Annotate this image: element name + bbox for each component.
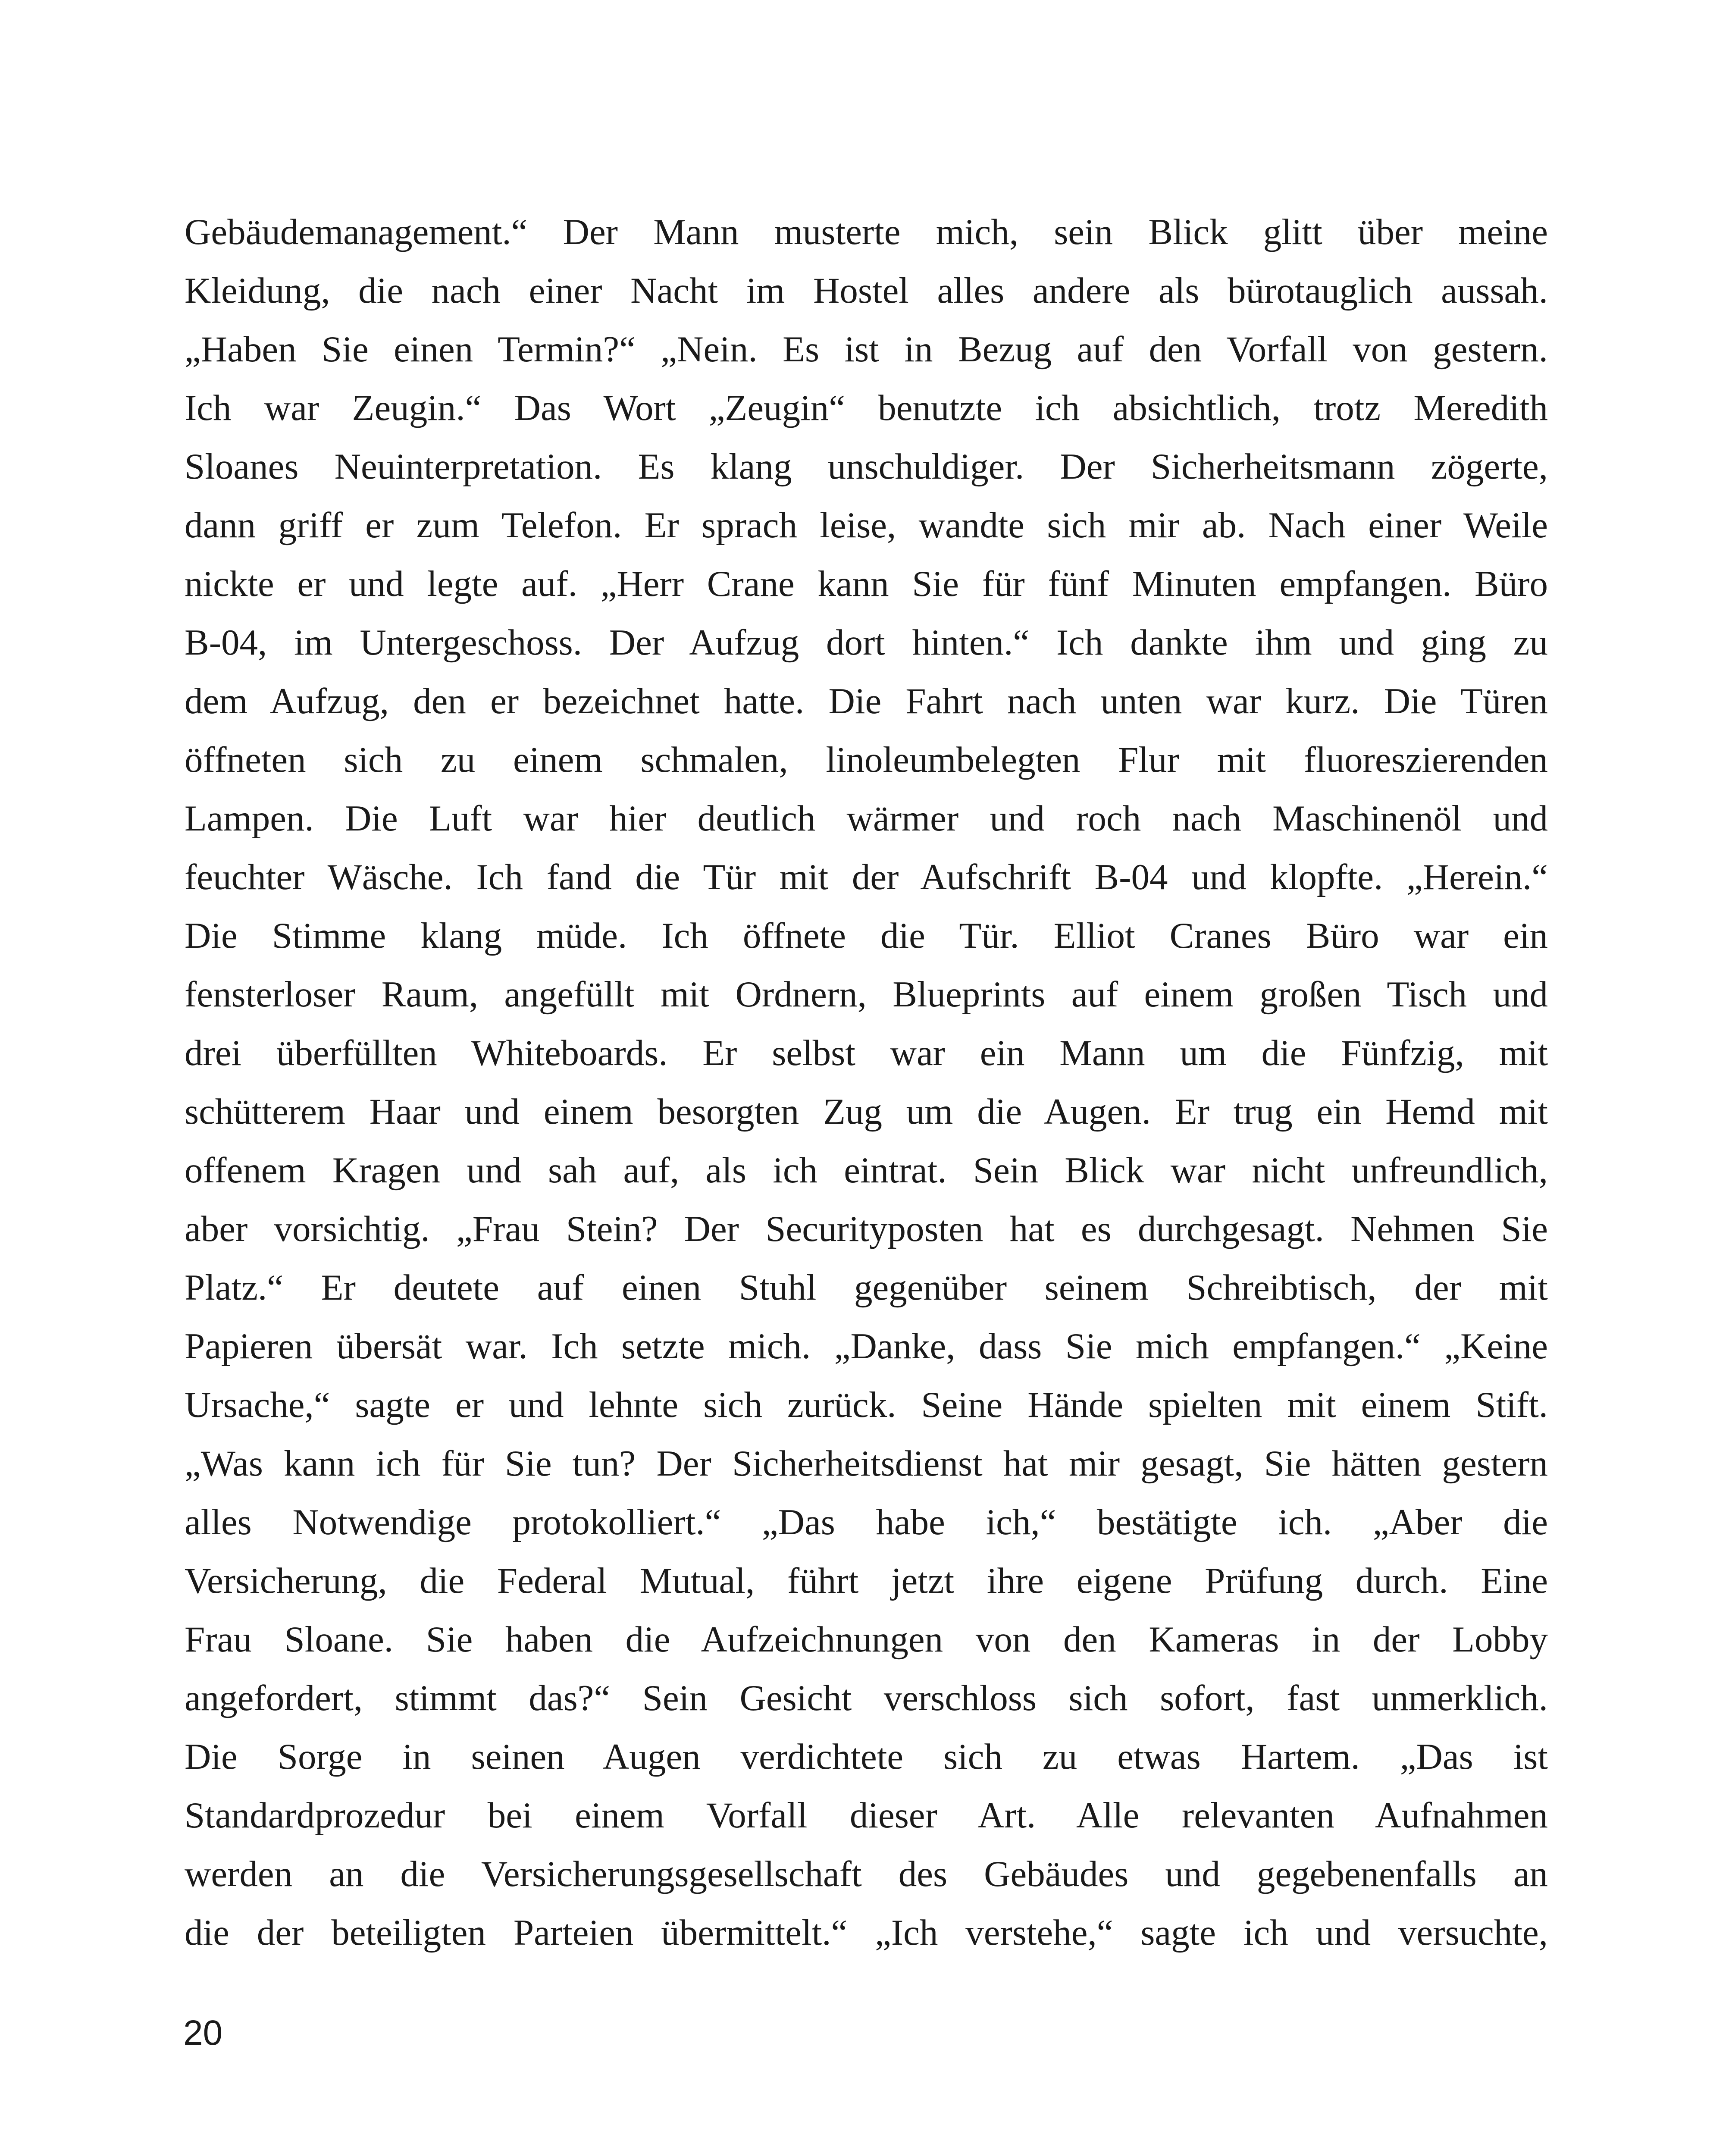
text-line: werden an die Versicherungsgesellschaft des Gebäudes und gegebenenfalls an [185,1854,1548,1894]
text-line: Ursache,“ sagte er und lehnte sich zurück. Seine Hände spielten mit einem Stift. [185,1385,1548,1425]
text-line: Versicherung, die Federal Mutual, führt jetzt ihre eigene Prüfung durch. Eine [185,1561,1548,1601]
text-line: dem Aufzug, den er bezeichnet hatte. Die Fahrt nach unten war kurz. Die Türen [185,681,1548,721]
text-line: die der beteiligten Parteien übermittelt.“ „Ich verstehe,“ sagte ich und versuchte, [185,1912,1548,1953]
text-line: Platz.“ Er deutete auf einen Stuhl gegenüber seinem Schreibtisch, der mit [185,1267,1548,1308]
text-line: Standardprozedur bei einem Vorfall dieser Art. Alle relevanten Aufnahmen [185,1795,1548,1836]
text-line: offenem Kragen und sah auf, als ich eintrat. Sein Blick war nicht unfreundlich, [185,1150,1548,1191]
body-text [185,203,1548,1962]
page-number: 20 [183,2013,223,2053]
text-line: Kleidung, die nach einer Nacht im Hostel alles andere als bürotauglich aussah. [185,270,1548,311]
text-line: öffneten sich zu einem schmalen, linoleumbelegten Flur mit fluoreszierenden [185,740,1548,780]
text-line: aber vorsichtig. „Frau Stein? Der Securityposten hat es durchgesagt. Nehmen Sie [185,1209,1548,1249]
text-line: Lampen. Die Luft war hier deutlich wärmer und roch nach Maschinenöl und [185,798,1548,839]
text-line: drei überfüllten Whiteboards. Er selbst war ein Mann um die Fünfzig, mit [185,1033,1548,1073]
text-line: Sloanes Neuinterpretation. Es klang unschuldiger. Der Sicherheitsmann zögerte, [185,446,1548,487]
text-line: schütterem Haar und einem besorgten Zug um die Augen. Er trug ein Hemd mit [185,1091,1548,1132]
text-line: B-04, im Untergeschoss. Der Aufzug dort hinten.“ Ich dankte ihm und ging zu [185,622,1548,663]
text-line: Die Stimme klang müde. Ich öffnete die Tür. Elliot Cranes Büro war ein [185,915,1548,956]
text-line: feuchter Wäsche. Ich fand die Tür mit der Aufschrift B-04 und klopfte. „Herein.“ [185,857,1548,897]
text-line: angefordert, stimmt das?“ Sein Gesicht verschloss sich sofort, fast unmerklich. [185,1678,1548,1718]
text-line: Frau Sloane. Sie haben die Aufzeichnungen von den Kameras in der Lobby [185,1619,1548,1660]
text-line: Gebäudemanagement.“ Der Mann musterte mich, sein Blick glitt über meine [185,212,1548,252]
text-line: Papieren übersät war. Ich setzte mich. „Danke, dass Sie mich empfangen.“ „Keine [185,1326,1548,1366]
text-line: Ich war Zeugin.“ Das Wort „Zeugin“ benutzte ich absichtlich, trotz Meredith [185,388,1548,428]
text-line: „Was kann ich für Sie tun? Der Sicherheitsdienst hat mir gesagt, Sie hätten gestern [185,1443,1548,1484]
text-line: dann griff er zum Telefon. Er sprach leise, wandte sich mir ab. Nach einer Weile [185,505,1548,545]
text-line: fensterloser Raum, angefüllt mit Ordnern, Blueprints auf einem großen Tisch und [185,974,1548,1015]
text-line: Die Sorge in seinen Augen verdichtete sich zu etwas Hartem. „Das ist [185,1736,1548,1777]
text-line: alles Notwendige protokolliert.“ „Das habe ich,“ bestätigte ich. „Aber die [185,1502,1548,1542]
text-line: „Haben Sie einen Termin?“ „Nein. Es ist in Bezug auf den Vorfall von gestern. [185,329,1548,370]
text-line: nickte er und legte auf. „Herr Crane kann Sie für fünf Minuten empfangen. Büro [185,564,1548,604]
